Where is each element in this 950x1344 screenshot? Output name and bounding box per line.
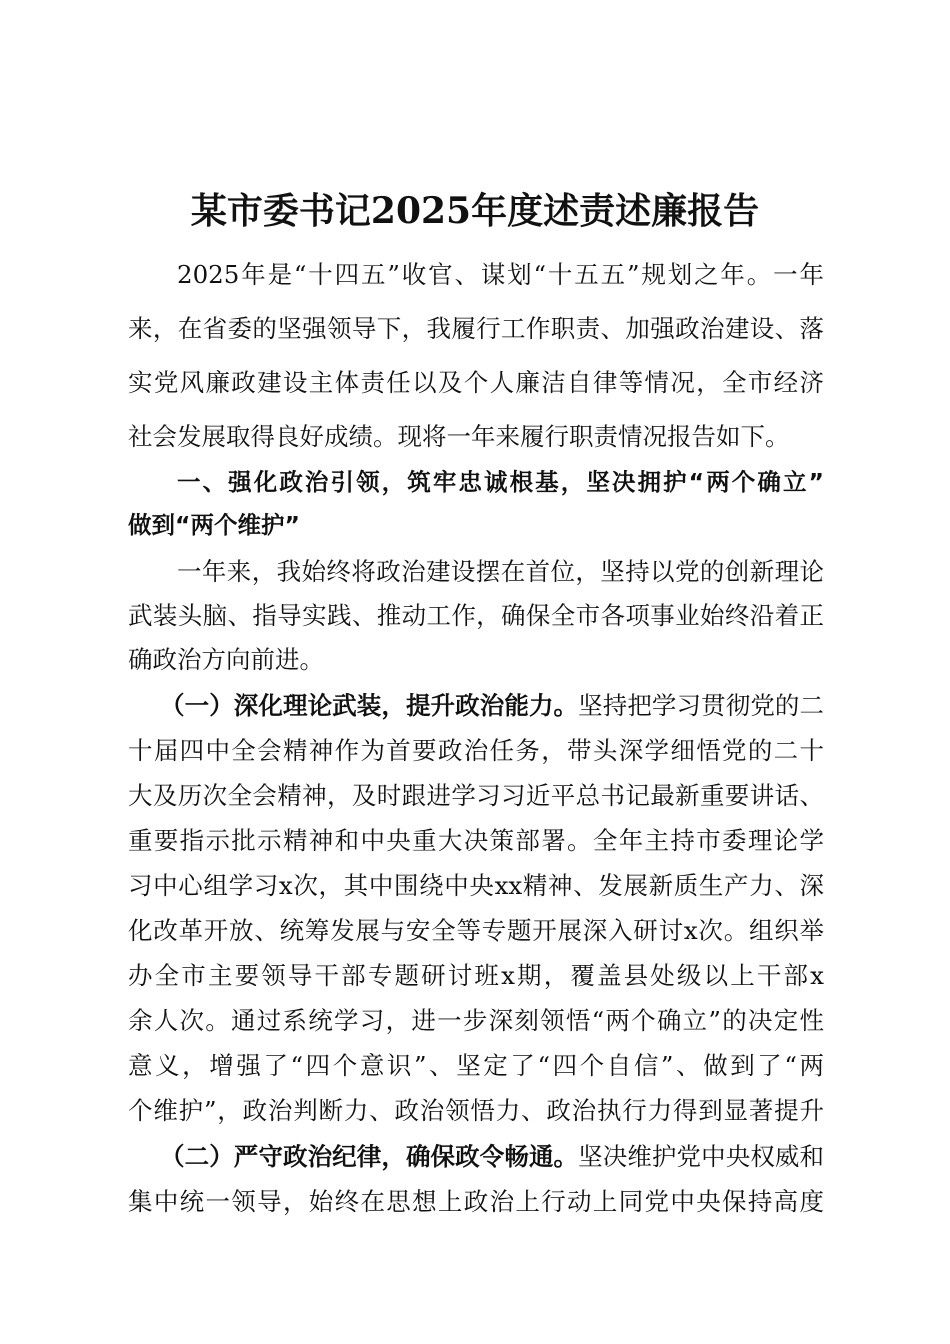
section-1-intro-line-2: 武装头脑、指导实践、推动工作，确保全市各项事业始终沿着正	[128, 601, 824, 630]
subsection-1-line: 办全市主要领导干部专题研讨班x期，覆盖县处级以上干部x	[128, 961, 824, 990]
section-1-intro-line-1: 一年来，我始终将政治建设摆在首位，坚持以党的创新理论	[177, 557, 824, 586]
section-1-intro-line-3: 确政治方向前进。	[128, 645, 324, 674]
intro-line-3: 实党风廉政建设主体责任以及个人廉洁自律等情况，全市经济	[128, 368, 824, 397]
section-1-heading-line-2: 做到“两个维护”	[128, 511, 300, 539]
subsection-2-line: 集中统一领导，始终在思想上政治上行动上同党中央保持高度	[128, 1187, 824, 1216]
subsection-1-line: 大及历次全会精神，及时跟进学习习近平总书记最新重要讲话、	[128, 781, 824, 810]
subsection-1-first-line-rest: 坚持把学习贯彻党的二	[578, 691, 825, 720]
intro-line-2: 来，在省委的坚强领导下，我履行工作职责、加强政治建设、落	[128, 314, 824, 343]
subsection-1-line: 意义，增强了“四个意识”、坚定了“四个自信”、做到了“两	[128, 1051, 824, 1080]
subsection-1-line: 余人次。通过系统学习，进一步深刻领悟“两个确立”的决定性	[128, 1006, 824, 1035]
subsection-1-first-line	[160, 686, 824, 726]
subsection-1-line: 习中心组学习x次，其中围绕中央xx精神、发展新质生产力、深	[128, 871, 824, 900]
subsection-1-line: 化改革开放、统筹发展与安全等专题开展深入研讨x次。组织举	[128, 916, 824, 945]
subsection-2-heading: （二）严守政治纪律，确保政令畅通。	[160, 1142, 579, 1171]
subsection-1-heading: （一）深化理论武装，提升政治能力。	[160, 691, 579, 720]
document-title: 某市委书记2025年度述责述廉报告	[190, 190, 760, 232]
subsection-1-line: 十届四中全会精神作为首要政治任务，带头深学细悟党的二十	[128, 736, 824, 765]
subsection-1-line: 个维护”，政治判断力、政治领悟力、政治执行力得到显著提升	[128, 1096, 824, 1125]
intro-line-1: 2025年是“十四五”收官、谋划“十五五”规划之年。一年	[177, 260, 824, 289]
subsection-2-first-line	[160, 1137, 824, 1177]
subsection-1-line: 重要指示批示精神和中央重大决策部署。全年主持市委理论学	[128, 826, 824, 855]
subsection-2-first-line-rest: 坚决维护党中央权威和	[578, 1142, 825, 1171]
intro-line-4: 社会发展取得良好成绩。现将一年来履行职责情况报告如下。	[128, 422, 790, 451]
section-1-heading-line-1: 一、强化政治引领，筑牢忠诚根基，坚决拥护“两个确立”	[177, 468, 824, 496]
